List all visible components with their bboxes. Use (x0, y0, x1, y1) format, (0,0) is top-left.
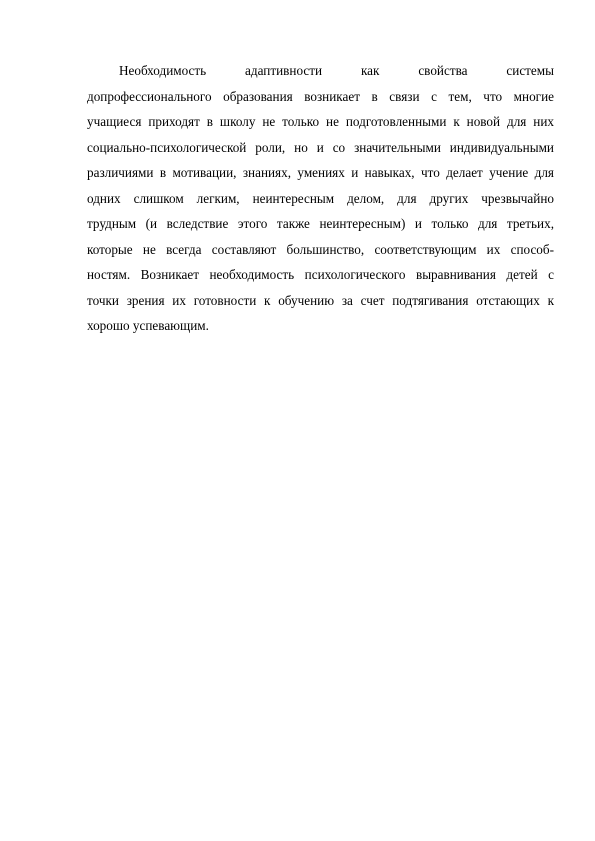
paragraph-line: хорошо успевающим. (87, 318, 209, 333)
paragraph-line: Необходимость адаптивности как свойства системы (119, 63, 554, 78)
paragraph-line: допрофессионального образования возникает в связи с тем, что многие (87, 88, 554, 104)
paragraph-line: одних слишком легким, неинтересным делом, для других чрезвычайно (87, 190, 554, 206)
paragraph-line: учащиеся приходят в школу не только не подготовленными к новой для них (87, 114, 554, 129)
paragraph-line: различиями в мотивации, знаниях, умениях и навыках, что делает учение для (87, 165, 554, 180)
paragraph-line: социально-психологической роли, но и со значительными индивидуальными (87, 139, 554, 155)
paragraph-line: которые не всегда составляют большинство, соответствующим их способ- (87, 241, 554, 257)
paragraph-line: ностям. Возникает необходимость психологического выравнивания детей с (87, 267, 554, 282)
paragraph-line: трудным (и вследствие этого также неинтересным) и только для третьих, (87, 216, 554, 231)
body-paragraph (87, 58, 554, 339)
paragraph-line: точки зрения их готовности к обучению за счет подтягивания отстающих к (87, 292, 554, 308)
